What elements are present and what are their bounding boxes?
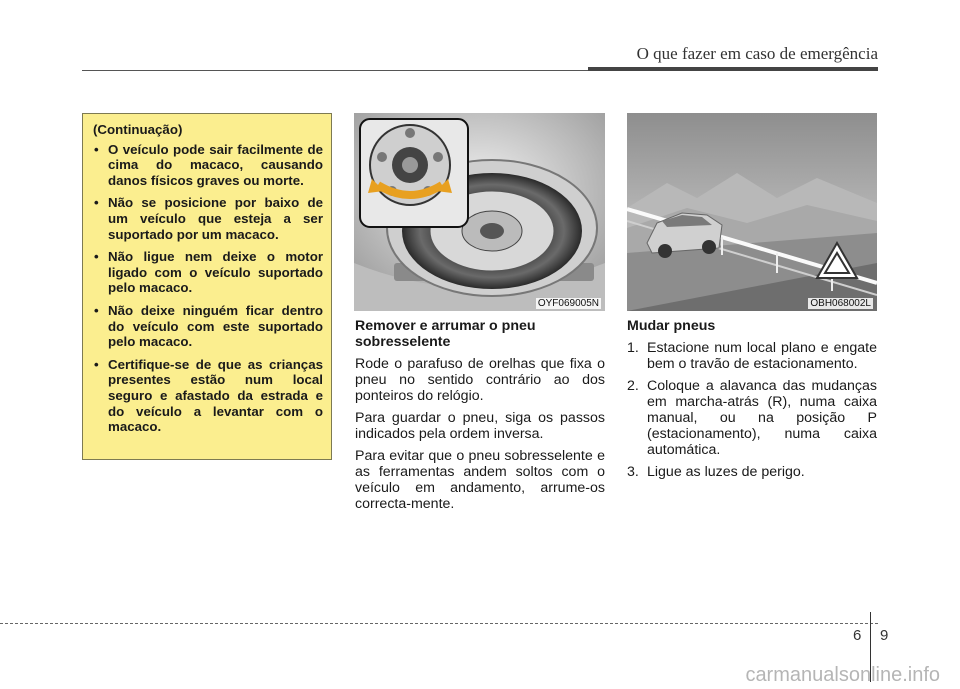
warning-list — [93, 142, 323, 435]
spare-tire-drawing — [354, 113, 605, 311]
change-tire-section — [627, 318, 877, 486]
car-hazard-illustration — [627, 113, 877, 311]
warning-title: (Continuação) — [93, 122, 183, 137]
car-roadside-drawing — [627, 113, 877, 311]
warning-box — [82, 113, 332, 460]
section-heading: Mudar pneus — [627, 318, 716, 334]
warning-item: • Não deixe ninguém ficar dentro do veículo com este suportado pelo macaco. — [93, 303, 323, 350]
steps-list — [627, 340, 877, 480]
page-number: 9 — [880, 627, 889, 644]
step-number: 2. — [627, 378, 639, 394]
step-number: 3. — [627, 464, 639, 480]
paragraph: Para evitar que o pneu sobresselente e as ferramentas andem soltos com o veículo em andamento, arrume-os correcta-mente. — [355, 448, 605, 512]
step-text: Ligue as luzes de perigo. — [647, 464, 805, 480]
header-title: O que fazer em caso de emergência — [636, 44, 878, 63]
watermark: carmanualsonline.info — [745, 664, 940, 686]
section-heading: Remover e arrumar o pneu sobresselente — [355, 318, 536, 350]
step-text: Estacione num local plano e engate bem o travão de estacionamento. — [647, 340, 877, 372]
figure-caption: OYF069005N — [537, 298, 599, 309]
footer-rule — [0, 623, 878, 624]
chapter-number: 6 — [853, 627, 862, 644]
spare-tire-section — [355, 318, 605, 518]
warning-item: • Certifique-se de que as crianças presentes estão num local seguro e afastado da estrada e do veículo a levantar com o macaco. — [93, 357, 323, 435]
header-rule-accent — [588, 67, 878, 71]
step-item — [627, 378, 877, 458]
step-text: Coloque a alavanca das mudanças em marcha-atrás (R), numa caixa manual, ou na posição P (estacionamento), numa caixa automática. — [647, 378, 877, 458]
warning-item: • O veículo pode sair facilmente de cima do macaco, causando danos físicos graves ou morte. — [93, 142, 323, 189]
step-item — [627, 340, 877, 372]
warning-item: • Não ligue nem deixe o motor ligado com o veículo suportado pelo macaco. — [93, 249, 323, 296]
figure-caption: OBH068002L — [810, 298, 871, 309]
spare-tire-illustration — [354, 113, 605, 311]
paragraph: Para guardar o pneu, siga os passos indicados pela ordem inversa. — [355, 410, 605, 442]
warning-item: • Não se posicione por baixo de um veículo que esteja a ser suportado por um macaco. — [93, 195, 323, 242]
step-item — [627, 464, 877, 480]
step-number: 1. — [627, 340, 639, 356]
paragraph: Rode o parafuso de orelhas que fixa o pneu no sentido contrário ao dos ponteiros do relógio. — [355, 356, 605, 404]
